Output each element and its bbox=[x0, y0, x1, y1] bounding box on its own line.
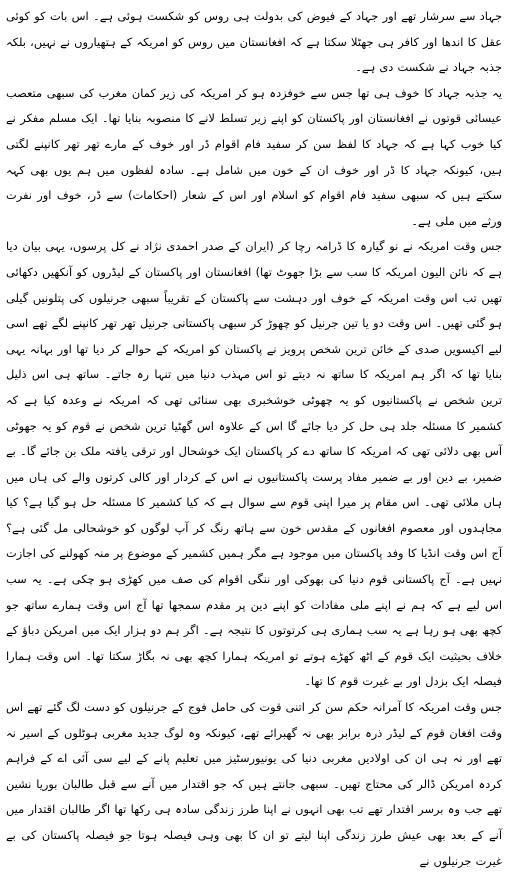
paragraph-4: جس وقت امریکہ کا آمرانہ حکم سن کر اتنی قوت کی حامل فوج کے جرنیلوں کو دست لگ گئے تھے اس وقت افغان قوم کے لیڈر ذرہ برابر بھی نہ گھبرائے تھے، کیونکہ وہ لوگ جدید مغربی ہوٹلوں کے اسیر نہ تھے اور نہ ہی ان کی اولادیں مغربی دنیا کی یونیورسٹیز میں تعلیم پانے کے لیے سی آئی اے کے فراہم کردہ امریکن ڈالر کی محتاج تھیں۔ سبھی جانتے ہیں کہ جو اقتدار میں آنے سے قبل طالبان بوریا نشین تھے جب وہ برسر اقتدار تھے تب بھی انہوں نے اپنا طرز زندگی سادہ ہی رکھا تھا اگر طالبان اقتدار میں آنے کے بعد بھی عیش طرز زندگی اپنا لیتے تو ان کا بھی وہی فیصلہ ہوتا جو فیصلہ پاکستان کی بے غیرت جرنیلوں نے bbox=[6, 700, 502, 868]
paragraph-2: یہ جذبہ جہاد کا خوف ہی تھا جس سے خوفزدہ ہو کر امریکہ کی زیر کمان مغرب کی سبھی متعصب عیسائی قوتوں نے افغانستان اور پاکستان کو اپنے زیر تسلط لانے کا منصوبہ بنایا تھا۔ ایک مسلم مفکر نے کیا خوب کہا ہے کہ جہاد کا لفظ سن کر سفید فام اقوام ڈر اور خوف کے مارے تھر تھر کانپنے لگتی ہیں، کیونکہ جہاد کا ڈر اور خوف ان کے خون میں شامل ہے۔ سادہ لفظوں میں ہم یوں بھی کہہ سکتے ہیں کہ سبھی سفید فام اقوام کو اسلام اور اس کے شعار (احکامات) سے ڈر، خوف اور نفرت ورثے میں ملی ہے۔ bbox=[6, 85, 502, 228]
paragraph-3: جس وقت امریکہ نے نو گیارہ کا ڈرامہ رچا کر (ایران کے صدر احمدی نژاد نے کل پرسوں، یہی بیان دیا ہے کہ نائن الیون امریکہ کا سب سے بڑا جھوٹ تھا) افغانستان اور پاکستان کے لیڈروں کو آنکھیں دکھائی تھیں تب اس وقت امریکہ کے خوف اور دہشت سے پاکستان کے تقریباً سبھی جرنیلوں کی پتلونیں گیلی ہو گئی تھیں۔ اس وقت دو یا تین جرنیل کو چھوڑ کر سبھی پاکستانی جرنیل تھر تھر کانپنے لگے تھے اسی لیے اکیسویں صدی کے خائن ترین شخص پرویز نے پاکستان کو امریکہ کے حوالے کر دیا تھا اور بہانہ یہی بنایا تھا کہ اگر ہم امریکہ کا ساتھ نہ دیتے تو اس مہذب دنیا میں تنہا رہ جاتے۔ ساتھ ہی اس ذلیل ترین شخص نے پاکستانیوں کو یہ چھوٹی خوشخبری بھی سنائی تھی کہ امریکہ نے وعدہ کیا ہے کہ کشمیر کا مسئلہ جلد ہی حل کر دیا جائے گا اس کے علاوہ اس گھٹیا ترین شخص نے قوم کو یہ جھوٹی آس بھی دلائی تھی کہ امریکہ کا ساتھ دے کر پاکستان ایک خوشحال اور ترقی یافتہ ملک بن جائے گا۔ بے ضمیر، بے دین اور بے ضمیر مفاد پرست پاکستانیوں نے اس کے کردار اور کالی کرتوں والے کی ہاں میں ہاں ملائی تھی۔ اس مقام پر میرا اپنی قوم سے سوال ہے کہ کیا کشمیر کا مسئلہ حل ہو گیا ہے؟ کیا مجاہدوں اور معصوم افغانوں کے مقدس خون سے ہاتھ رنگ کر آپ لوگوں کو خوشحالی مل گئی ہے؟ آج اس وقت انڈیا کا وفد پاکستان میں موجود ہے مگر ہمیں کشمیر کے موضوع پر منہ کھولنے کی اجازت نہیں ہے۔ آج پاکستانی قوم دنیا کی بھوکی اور ننگی اقوام کی صف میں کھڑی ہو چکی ہے۔ یہ سب اس لیے ہے کہ ہم نے اپنے ملی مفادات کو اپنے دین پر مقدم سمجھا تھا آج اس وقت ہمارے ساتھ جو کچھ بھی ہو رہا ہے یہ سب ہماری ہی کرتوتوں کا نتیجہ ہے۔ اگر ہم دو ہزار ایک میں امریکن دباؤ کے خلاف بحیثیت ایک قوم کے اٹھ کھڑے ہوتے تو امریکہ ہمارا کچھ بھی نہ بگاڑ سکتا تھا۔ اس وقت ہمارا فیصلہ ایک بزدل اور بے غیرت قوم کا تھا۔ bbox=[6, 239, 502, 689]
paragraph-1: جہاد سے سرشار تھے اور جہاد کے فیوض کی بدولت ہی روس کو شکست ہوئی ہے۔ اس بات کو کوئی عقل کا اندھا اور کافر ہی جھٹلا سکتا ہے کہ افغانستان میں روس کو امریکہ کے ہتھیاروں نے نہیں، بلکہ جذبہ جہاد نے شکست دی ہے۔ bbox=[6, 9, 502, 75]
